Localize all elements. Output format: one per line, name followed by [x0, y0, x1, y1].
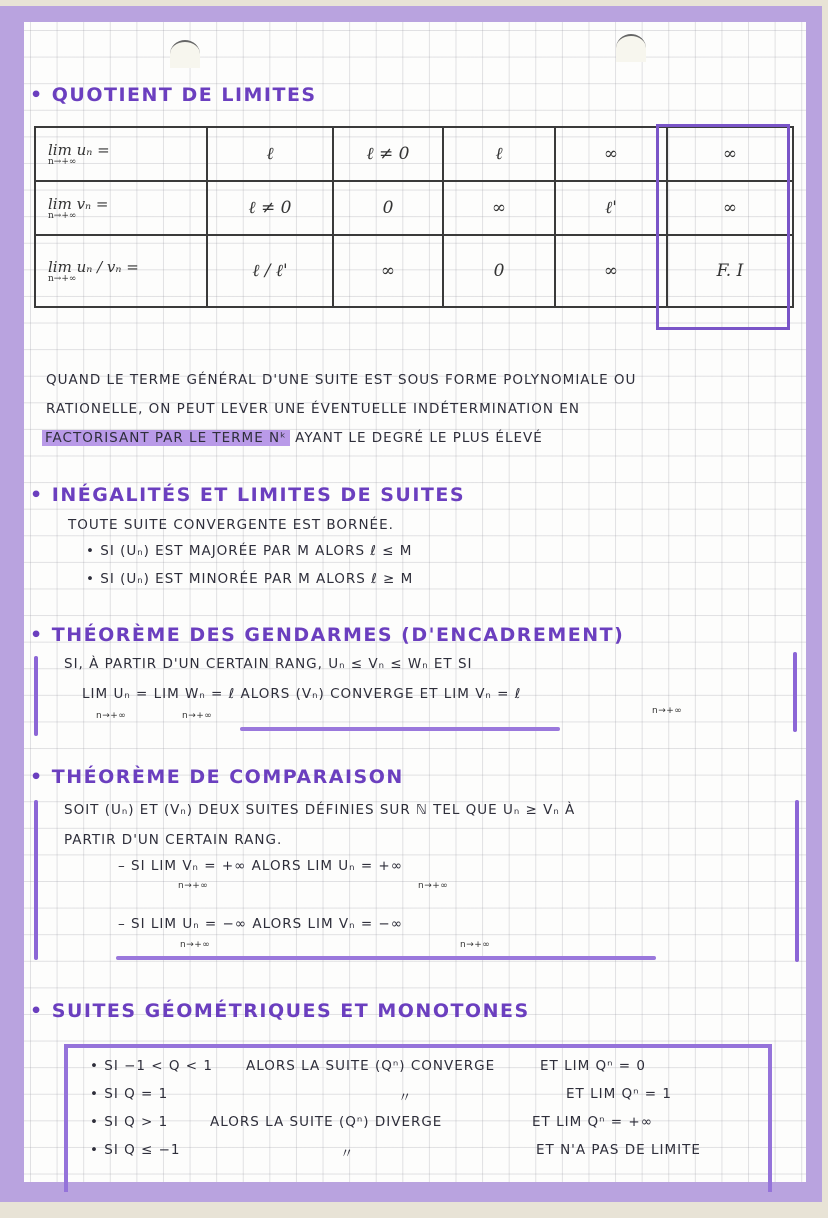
section-title-comparaison: • THÉORÈME DE COMPARAISON	[30, 766, 404, 788]
row-label-lim-vn: lim vₙ = n→+∞	[35, 181, 207, 235]
cell: ℓ	[207, 127, 333, 181]
geo-row-1-mid: ALORS LA SUITE (Qⁿ) CONVERGE	[246, 1058, 496, 1074]
section-title-geometriques: • SUITES GÉOMÉTRIQUES ET MONOTONES	[30, 1000, 530, 1022]
left-margin-bar	[34, 800, 38, 960]
cell: ℓ / ℓ'	[207, 235, 333, 307]
section-title-quotient: • QUOTIENT DE LIMITES	[30, 84, 317, 106]
quotient-limits-table	[34, 126, 794, 308]
limit-subscript: n→+∞	[182, 711, 213, 721]
bullet-minoree: • SI (Uₙ) EST MINORÉE PAR M ALORS ℓ ≥ M	[86, 571, 414, 587]
right-margin-bar	[793, 652, 797, 732]
limit-subscript: n→+∞	[652, 706, 683, 716]
limit-subscript: n→+∞	[178, 881, 209, 891]
underline-stroke	[240, 727, 560, 731]
section-title-inegalites: • INÉGALITÉS ET LIMITES DE SUITES	[30, 484, 466, 506]
geo-row-3-cond: • SI Q > 1	[90, 1114, 169, 1130]
row-label-lim-quotient: lim uₙ / vₙ = n→+∞	[35, 235, 207, 307]
limit-subscript: n→+∞	[460, 940, 491, 950]
cell: 0	[333, 181, 443, 235]
cell: ∞	[333, 235, 443, 307]
section-title-gendarmes: • THÉORÈME DES GENDARMES (D'ENCADREMENT)	[30, 624, 625, 646]
geo-row-3-mid: ALORS LA SUITE (Qⁿ) DIVERGE	[210, 1114, 443, 1130]
gendarmes-line-2: LIM Uₙ = LIM Wₙ = ℓ ALORS (Vₙ) CONVERGE ET LIM Vₙ = ℓ	[82, 686, 522, 702]
cell: ℓ	[443, 127, 555, 181]
geo-row-3-end: ET LIM Qⁿ = +∞	[532, 1114, 653, 1130]
left-margin-bar	[34, 656, 38, 736]
cell: ∞	[667, 127, 793, 181]
limit-subscript: n→+∞	[180, 940, 211, 950]
geo-row-1-cond: • SI −1 < Q < 1	[90, 1058, 213, 1074]
geo-row-2-end: ET LIM Qⁿ = 1	[566, 1086, 672, 1102]
cell: ∞	[555, 235, 667, 307]
bounded-statement: TOUTE SUITE CONVERGENTE EST BORNÉE.	[68, 517, 394, 533]
highlighted-text: FACTORISANT PAR LE TERME Nᵏ	[42, 430, 290, 446]
ditto-mark: 〃	[340, 1146, 355, 1162]
cell: ∞	[555, 127, 667, 181]
underline-stroke	[116, 956, 656, 960]
comparaison-case-plus-infinity: – SI LIM Vₙ = +∞ ALORS LIM Uₙ = +∞	[118, 858, 403, 874]
cell: ∞	[667, 181, 793, 235]
geo-row-4-end: ET N'A PAS DE LIMITE	[536, 1142, 701, 1158]
limit-subscript: n→+∞	[96, 711, 127, 721]
row-label-lim-un: lim uₙ = n→+∞	[35, 127, 207, 181]
binder-hole-right	[616, 34, 646, 62]
note-line-3: FACTORISANT PAR LE TERME Nᵏ AYANT LE DEGRÉ LE PLUS ÉLEVÉ	[42, 430, 543, 446]
binder-hole-left	[170, 40, 200, 68]
cell: ℓ ≠ 0	[333, 127, 443, 181]
comparaison-line-1: SOIT (Uₙ) ET (Vₙ) DEUX SUITES DÉFINIES SUR ℕ TEL QUE Uₙ ≥ Vₙ À	[64, 802, 576, 818]
note-line-1: QUAND LE TERME GÉNÉRAL D'UNE SUITE EST SOUS FORME POLYNOMIALE OU	[46, 372, 637, 388]
geo-row-2-cond: • SI Q = 1	[90, 1086, 169, 1102]
gendarmes-line-1: SI, À PARTIR D'UN CERTAIN RANG, Uₙ ≤ Vₙ ≤ Wₙ ET SI	[64, 656, 473, 672]
geo-row-1-end: ET LIM Qⁿ = 0	[540, 1058, 646, 1074]
cell: ℓ ≠ 0	[207, 181, 333, 235]
comparaison-line-2: PARTIR D'UN CERTAIN RANG.	[64, 832, 283, 848]
limit-subscript: n→+∞	[418, 881, 449, 891]
cell: 0	[443, 235, 555, 307]
ditto-mark: 〃	[398, 1090, 413, 1106]
note-line-2: RATIONELLE, ON PEUT LEVER UNE ÉVENTUELLE INDÉTERMINATION EN	[46, 401, 580, 417]
comparaison-case-minus-infinity: – SI LIM Uₙ = −∞ ALORS LIM Vₙ = −∞	[118, 916, 403, 932]
cell: ℓ'	[555, 181, 667, 235]
geo-row-4-cond: • SI Q ≤ −1	[90, 1142, 181, 1158]
cell: ∞	[443, 181, 555, 235]
right-margin-bar	[795, 800, 799, 962]
bullet-majoree: • SI (Uₙ) EST MAJORÉE PAR M ALORS ℓ ≤ M	[86, 543, 413, 559]
cell: F. I	[667, 235, 793, 307]
